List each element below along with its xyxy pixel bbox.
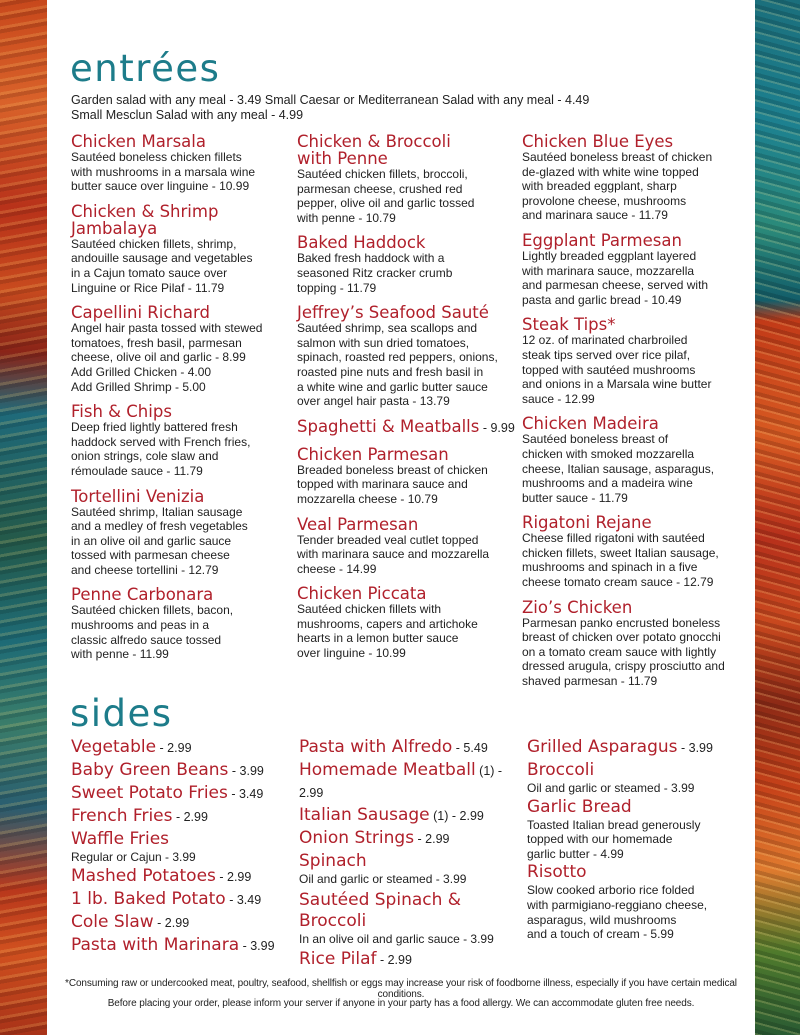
item-name-text: Grilled Asparagus	[527, 737, 678, 757]
side-name	[299, 851, 524, 872]
item-name	[297, 133, 519, 167]
item-name-text: Steak Tips*	[522, 315, 616, 335]
item-name	[522, 316, 757, 333]
menu-item	[71, 304, 293, 394]
item-price: - 3.99	[677, 741, 713, 755]
item-name-text: Chicken Parmesan	[297, 444, 449, 464]
item-name-text: Sweet Potato Fries	[71, 783, 228, 803]
item-name-text: French Fries	[71, 806, 173, 826]
menu-item	[297, 516, 519, 577]
side-name	[299, 737, 524, 759]
item-price: - 2.99	[215, 869, 252, 884]
menu-item	[71, 488, 293, 578]
item-name-text: Italian Sausage	[299, 805, 430, 825]
item-price: (1) - 2.99	[299, 764, 503, 800]
item-name	[71, 488, 293, 505]
item-description: Baked fresh haddock with a seasoned Ritz cracker crumb topping - 11.79	[297, 251, 453, 295]
item-description: Sautéed boneless breast of chicken de-glazed with white wine topped with breaded eggplant, sharp provolone cheese, mushrooms and marinara sauce - 11.79	[522, 150, 713, 223]
entrees-title: entrées	[70, 47, 221, 90]
side-item	[299, 949, 524, 971]
side-name	[527, 760, 755, 781]
item-name-text: Waffle Fries	[71, 829, 170, 849]
menu-item	[297, 585, 519, 660]
item-name-text: Capellini Richard	[71, 303, 210, 323]
item-name	[297, 446, 519, 463]
sides-column-2	[299, 737, 524, 972]
item-name	[522, 232, 757, 249]
side-name	[71, 829, 296, 850]
side-item	[299, 737, 524, 759]
item-name-text: Chicken Marsala	[71, 132, 206, 151]
item-name	[297, 585, 519, 602]
menu-item	[522, 232, 757, 307]
item-description: Tender breaded veal cutlet topped with marinara sauce and mozzarella cheese - 14.99	[297, 532, 490, 576]
sides-title: sides	[70, 692, 173, 735]
side-name	[71, 760, 296, 782]
item-description: Regular or Cajun - 3.99	[71, 850, 196, 864]
footer-allergy-warning: *Consuming raw or undercooked meat, poultry, seafood, shellfish or eggs may increase your risk of foodborne illness, especially if you have certain medical conditions.	[65, 978, 737, 1000]
side-item	[299, 805, 524, 827]
item-name-text: Pasta with Alfredo	[299, 737, 453, 757]
side-item	[71, 737, 296, 759]
item-name-text: Sautéed Spinach & Broccoli	[299, 889, 462, 931]
item-price: - 5.49	[452, 741, 488, 755]
item-name	[297, 304, 519, 321]
side-name	[299, 828, 524, 850]
item-price: - 3.49	[227, 787, 264, 801]
item-name	[522, 133, 757, 150]
side-item	[299, 851, 524, 887]
item-name-text: Onion Strings	[299, 828, 415, 848]
item-name-text: Veal Parmesan	[297, 514, 419, 534]
item-name-text: Broccoli	[527, 760, 595, 780]
menu-item	[71, 133, 293, 194]
item-name	[522, 415, 757, 432]
entrees-column-3	[522, 133, 757, 698]
menu-item	[297, 133, 519, 225]
footer-allergy-note: Before placing your order, please inform your server if anyone in your party has a food allergy. We can accommodate gluten free needs.	[107, 998, 695, 1009]
side-name	[527, 862, 755, 883]
item-name-text: Chicken Blue Eyes	[522, 132, 674, 151]
salad-line-2: Small Mesclun Salad with any meal - 4.99	[71, 108, 304, 122]
item-price: - 2.99	[376, 953, 412, 968]
item-name-text: Rigatoni Rejane	[522, 513, 652, 533]
item-name	[71, 403, 293, 420]
item-price: - 3.99	[239, 938, 275, 953]
side-item	[527, 760, 755, 796]
side-name	[299, 760, 524, 804]
item-name	[71, 304, 293, 321]
side-item	[527, 862, 755, 941]
item-price: - 3.99	[228, 764, 264, 778]
item-name-text: Rice Pilaf	[299, 949, 377, 970]
item-name	[522, 599, 757, 616]
item-name-text: Tortellini Venizia	[71, 486, 205, 506]
item-description: Sautéed chicken fillets, bacon, mushrooms and peas in a classic alfredo sauce tossed with penne - 11.99	[71, 603, 234, 662]
item-name	[297, 418, 519, 437]
side-name	[71, 737, 296, 759]
item-name	[522, 514, 757, 531]
side-name	[299, 890, 524, 932]
menu-item	[297, 446, 519, 507]
item-name	[297, 516, 519, 533]
item-description: Lightly breaded eggplant layered with marinara sauce, mozzarella and parmesan cheese, served with pasta and garlic bread - 10.49	[522, 248, 709, 307]
side-item	[299, 890, 524, 947]
menu-item	[522, 133, 757, 223]
item-name-text: Penne Carbonara	[71, 585, 214, 605]
item-description: Sautéed boneless chicken fillets with mushrooms in a marsala wine butter sauce over linguine - 10.99	[71, 150, 256, 194]
side-name	[299, 949, 524, 971]
item-price: - 9.99	[479, 420, 515, 435]
item-name-text: Chicken Piccata	[297, 584, 427, 604]
item-name-text: Chicken & Shrimp Jambalaya	[71, 201, 219, 238]
item-price: - 2.99	[414, 832, 450, 846]
item-name-text: Spaghetti & Meatballs	[297, 416, 480, 436]
item-name-text: Fish & Chips	[71, 402, 172, 422]
item-name	[297, 234, 519, 251]
item-description: Sautéed chicken fillets, broccoli, parmesan cheese, crushed red pepper, olive oil and garlic tossed with penne - 10.79	[297, 167, 475, 225]
right-painted-border	[755, 0, 800, 1035]
item-description: Deep fried lightly battered fresh haddock served with French fries, onion strings, cole slaw and rémoulade sauce - 11.79	[71, 420, 251, 478]
item-description: Parmesan panko encrusted boneless breast of chicken over potato gnocchi on a tomato cream sauce with lightly dressed arugula, crispy prosciutto and shaved parmesan - 11.79	[522, 615, 725, 689]
side-item	[71, 783, 296, 805]
item-description: Oil and garlic or steamed - 3.99	[527, 781, 695, 795]
side-name	[299, 805, 524, 827]
item-price: (1) - 2.99	[429, 809, 484, 823]
side-item	[71, 935, 296, 957]
menu-item	[297, 234, 519, 295]
item-name-text: Eggplant Parmesan	[522, 230, 682, 250]
menu-item	[71, 586, 293, 661]
side-item	[299, 828, 524, 850]
entrees-column-1	[71, 133, 293, 671]
item-name-text: Vegetable	[71, 737, 157, 757]
side-name	[71, 806, 296, 828]
item-description: Sautéed chicken fillets with mushrooms, capers and artichoke hearts in a lemon butter sauce over linguine - 10.99	[297, 602, 478, 661]
item-description: Angel hair pasta tossed with stewed tomatoes, fresh basil, parmesan cheese, olive oil and garlic - 8.99 Add Grilled Chicken - 4.00 Add Grilled Shrimp - 5.00	[71, 321, 263, 394]
item-name-text: Baby Green Beans	[71, 760, 229, 780]
item-name-text: Spinach	[299, 851, 367, 871]
item-name-text: Chicken Madeira	[522, 414, 659, 434]
side-name	[527, 737, 755, 759]
menu-item	[71, 403, 293, 478]
side-name	[71, 912, 296, 934]
item-description: Breaded boneless breast of chicken topped with marinara sauce and mozzarella cheese - 10.79	[297, 462, 488, 506]
item-price: - 3.49	[225, 892, 262, 907]
item-description: Cheese filled rigatoni with sautéed chicken fillets, sweet Italian sausage, mushrooms and spinach in a five cheese tomato cream sauce - 12.79	[522, 531, 719, 590]
side-item	[71, 866, 296, 888]
item-name	[71, 203, 293, 237]
left-painted-border	[0, 0, 47, 1035]
menu-item	[522, 415, 757, 505]
side-name	[71, 866, 296, 888]
menu-item	[522, 514, 757, 589]
side-name	[527, 797, 755, 818]
item-name-text: Pasta with Marinara	[71, 934, 240, 955]
item-description: Slow cooked arborio rice folded with parmigiano-reggiano cheese, asparagus, wild mushrooms and a touch of cream - 5.99	[527, 883, 708, 942]
item-name-text: Jeffrey’s Seafood Sauté	[297, 303, 489, 323]
side-item	[71, 829, 296, 865]
item-name	[71, 586, 293, 603]
item-name-text: 1 lb. Baked Potato	[71, 888, 226, 909]
side-item	[71, 889, 296, 911]
item-name-text: Zio’s Chicken	[522, 597, 633, 617]
side-item	[299, 760, 524, 804]
item-name-text: Cole Slaw	[71, 911, 154, 932]
item-price: - 2.99	[153, 915, 190, 930]
item-name-text: Chicken & Broccoli with Penne	[297, 132, 451, 168]
item-name-text: Baked Haddock	[297, 233, 426, 253]
side-item	[71, 806, 296, 828]
item-price: - 2.99	[172, 810, 208, 824]
menu-item	[522, 599, 757, 689]
side-name	[71, 783, 296, 805]
menu-item	[297, 304, 519, 409]
entrees-column-2	[297, 133, 519, 670]
item-description: Oil and garlic or steamed - 3.99	[299, 872, 467, 886]
salad-line-1: Garden salad with any meal - 3.49 Small Caesar or Mediterranean Salad with any meal - 4.49	[71, 93, 590, 107]
item-name-text: Mashed Potatoes	[71, 865, 216, 886]
item-name-text: Garlic Bread	[527, 796, 632, 817]
sides-column-1	[71, 737, 296, 958]
side-item	[71, 912, 296, 934]
sides-column-3	[527, 737, 755, 943]
item-name-text: Risotto	[527, 862, 587, 883]
item-name-text: Homemade Meatball	[299, 760, 476, 780]
item-name	[71, 133, 293, 150]
side-name	[71, 935, 296, 957]
side-item	[527, 737, 755, 759]
side-item	[527, 797, 755, 862]
item-description: In an olive oil and garlic sauce - 3.99	[299, 931, 494, 946]
item-price: - 2.99	[156, 741, 192, 755]
menu-item	[522, 316, 757, 406]
menu-item	[297, 418, 519, 437]
item-description: Toasted Italian bread generously topped with our homemade garlic butter - 4.99	[527, 817, 701, 861]
item-description: Sautéed shrimp, Italian sausage and a medley of fresh vegetables in an olive oil and garlic sauce tossed with parmesan cheese and cheese tortellini - 12.79	[71, 504, 248, 577]
menu-item	[71, 203, 293, 295]
side-name	[71, 889, 296, 911]
item-description: Sautéed shrimp, sea scallops and salmon with sun dried tomatoes, spinach, roasted red peppers, onions, roasted pine nuts and fresh basil in a white wine and garlic butter sauce over angel hair pasta - 13.79	[297, 321, 498, 409]
item-description: Sautéed boneless breast of chicken with smoked mozzarella cheese, Italian sausage, asparagus, mushrooms and a madeira wine butter sauce - 11.79	[522, 432, 715, 505]
side-item	[71, 760, 296, 782]
item-description: Sautéed chicken fillets, shrimp, andouille sausage and vegetables in a Cajun tomato sauce over Linguine or Rice Pilaf - 11.79	[71, 236, 253, 295]
item-description: 12 oz. of marinated charbroiled steak tips served over rice pilaf, topped with sautéed mushrooms and onions in a Marsala wine butter sauce - 12.99	[522, 333, 712, 406]
